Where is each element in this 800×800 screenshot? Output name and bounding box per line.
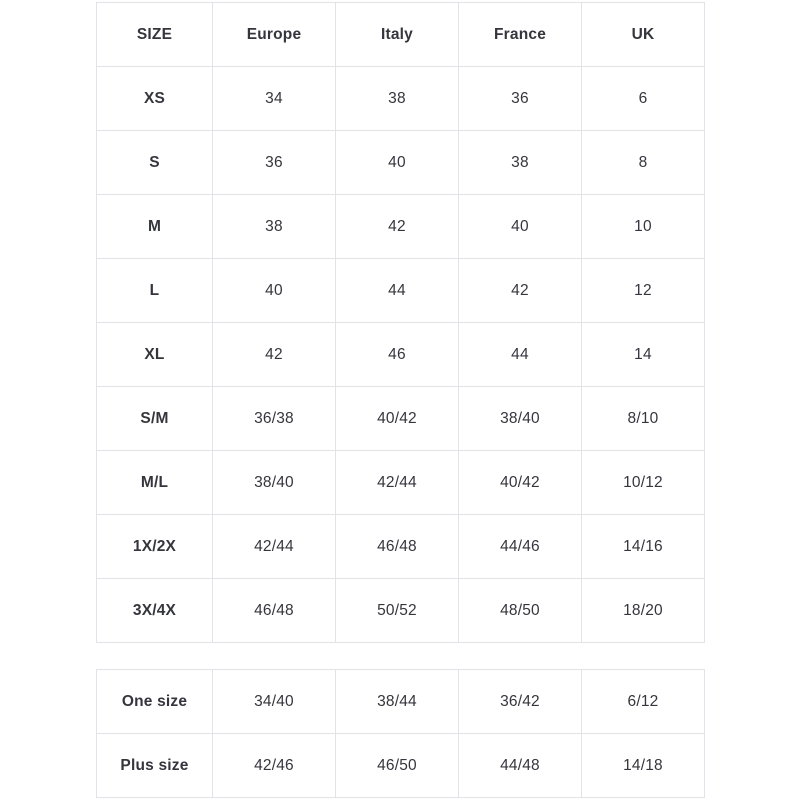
cell-text: 34 — [265, 89, 283, 107]
cell-text: 6 — [638, 89, 648, 107]
cell-text: 46 — [388, 345, 406, 363]
table-row — [97, 670, 705, 734]
cell-europe — [213, 387, 336, 451]
cell-text: 36/38 — [254, 409, 294, 427]
table-row — [97, 323, 705, 387]
cell-italy — [336, 670, 459, 734]
cell-text: 3X/4X — [132, 601, 177, 619]
cell-italy — [336, 195, 459, 259]
cell-text: S — [149, 153, 160, 171]
cell-text: S/M — [140, 409, 169, 427]
column-header-italy — [336, 3, 459, 67]
cell-europe — [213, 670, 336, 734]
primary-size-table — [96, 2, 705, 643]
cell-text: 8/10 — [627, 409, 659, 427]
cell-europe — [213, 515, 336, 579]
cell-text: 44 — [511, 345, 529, 363]
cell-text: 36 — [265, 153, 283, 171]
cell-text: 46/48 — [254, 601, 294, 619]
table-row — [97, 515, 705, 579]
cell-france — [459, 387, 582, 451]
cell-uk — [582, 670, 705, 734]
cell-text: 40/42 — [377, 409, 417, 427]
cell-text: 42 — [511, 281, 529, 299]
cell-france — [459, 734, 582, 798]
cell-text: 18/20 — [623, 601, 663, 619]
cell-italy — [336, 131, 459, 195]
cell-europe — [213, 579, 336, 643]
cell-text: M — [147, 217, 162, 235]
secondary-size-table — [96, 669, 705, 798]
cell-europe — [213, 259, 336, 323]
column-header-size — [97, 3, 213, 67]
row-label — [97, 131, 213, 195]
cell-text: Europe — [246, 25, 302, 43]
cell-text: 42 — [388, 217, 406, 235]
cell-text: 48/50 — [500, 601, 540, 619]
row-label — [97, 323, 213, 387]
cell-uk — [582, 451, 705, 515]
cell-france — [459, 515, 582, 579]
table-row — [97, 131, 705, 195]
cell-text: 46/50 — [377, 756, 417, 774]
cell-text: XL — [144, 345, 165, 363]
cell-text: 8 — [638, 153, 648, 171]
row-label-one-size — [97, 670, 213, 734]
cell-france — [459, 67, 582, 131]
cell-italy — [336, 579, 459, 643]
cell-uk — [582, 131, 705, 195]
cell-text: 36 — [511, 89, 529, 107]
cell-text: M/L — [140, 473, 169, 491]
cell-europe — [213, 67, 336, 131]
row-label — [97, 195, 213, 259]
row-label — [97, 579, 213, 643]
cell-text: 38 — [265, 217, 283, 235]
cell-text: 38/44 — [377, 692, 417, 710]
cell-italy — [336, 387, 459, 451]
primary-size-table-wrapper — [96, 2, 704, 643]
cell-text: 40/42 — [500, 473, 540, 491]
cell-text: 42 — [265, 345, 283, 363]
cell-italy — [336, 259, 459, 323]
cell-europe — [213, 195, 336, 259]
cell-text: 14/16 — [623, 537, 663, 555]
cell-text: 38/40 — [254, 473, 294, 491]
cell-uk — [582, 579, 705, 643]
cell-text: 14 — [634, 345, 652, 363]
cell-text: XS — [143, 89, 166, 107]
cell-france — [459, 131, 582, 195]
cell-uk — [582, 387, 705, 451]
cell-italy — [336, 515, 459, 579]
cell-text: 40 — [388, 153, 406, 171]
row-label — [97, 67, 213, 131]
cell-text: 38 — [511, 153, 529, 171]
cell-text: 44 — [388, 281, 406, 299]
table-row — [97, 195, 705, 259]
cell-uk — [582, 67, 705, 131]
cell-italy — [336, 67, 459, 131]
cell-text: 42/46 — [254, 756, 294, 774]
cell-text: SIZE — [136, 25, 173, 43]
cell-uk — [582, 259, 705, 323]
cell-text: 44/46 — [500, 537, 540, 555]
cell-france — [459, 579, 582, 643]
column-header-uk — [582, 3, 705, 67]
cell-uk — [582, 734, 705, 798]
cell-text: 44/48 — [500, 756, 540, 774]
cell-text: Italy — [380, 25, 413, 43]
row-label — [97, 451, 213, 515]
cell-italy — [336, 451, 459, 515]
cell-europe — [213, 131, 336, 195]
cell-text: 34/40 — [254, 692, 294, 710]
cell-europe — [213, 323, 336, 387]
cell-text: 42/44 — [377, 473, 417, 491]
table-row — [97, 387, 705, 451]
cell-text: 1X/2X — [132, 537, 177, 555]
cell-text: 38/40 — [500, 409, 540, 427]
column-header-europe — [213, 3, 336, 67]
row-label-plus-size — [97, 734, 213, 798]
cell-uk — [582, 323, 705, 387]
cell-text: 40 — [265, 281, 283, 299]
cell-text: One size — [121, 692, 188, 710]
table-header-row — [97, 3, 705, 67]
row-label — [97, 387, 213, 451]
cell-italy — [336, 323, 459, 387]
cell-text: 12 — [634, 281, 652, 299]
table-row — [97, 579, 705, 643]
cell-europe — [213, 451, 336, 515]
cell-uk — [582, 195, 705, 259]
table-row — [97, 67, 705, 131]
cell-france — [459, 195, 582, 259]
cell-text: L — [149, 281, 160, 299]
row-label — [97, 515, 213, 579]
cell-france — [459, 323, 582, 387]
cell-text: 50/52 — [377, 601, 417, 619]
table-row — [97, 734, 705, 798]
cell-text: 40 — [511, 217, 529, 235]
cell-france — [459, 451, 582, 515]
cell-text: 42/44 — [254, 537, 294, 555]
cell-text: Plus size — [120, 756, 189, 774]
cell-italy — [336, 734, 459, 798]
cell-text: UK — [631, 25, 655, 43]
row-label — [97, 259, 213, 323]
cell-france — [459, 670, 582, 734]
secondary-size-table-wrapper — [96, 669, 704, 798]
cell-text: 14/18 — [623, 756, 663, 774]
cell-text: 46/48 — [377, 537, 417, 555]
cell-text: 36/42 — [500, 692, 540, 710]
cell-text: 10/12 — [623, 473, 663, 491]
cell-uk — [582, 515, 705, 579]
cell-france — [459, 259, 582, 323]
table-row — [97, 451, 705, 515]
cell-europe — [213, 734, 336, 798]
cell-text: France — [493, 25, 547, 43]
column-header-france — [459, 3, 582, 67]
cell-text: 10 — [634, 217, 652, 235]
table-row — [97, 259, 705, 323]
cell-text: 6/12 — [627, 692, 659, 710]
cell-text: 38 — [388, 89, 406, 107]
